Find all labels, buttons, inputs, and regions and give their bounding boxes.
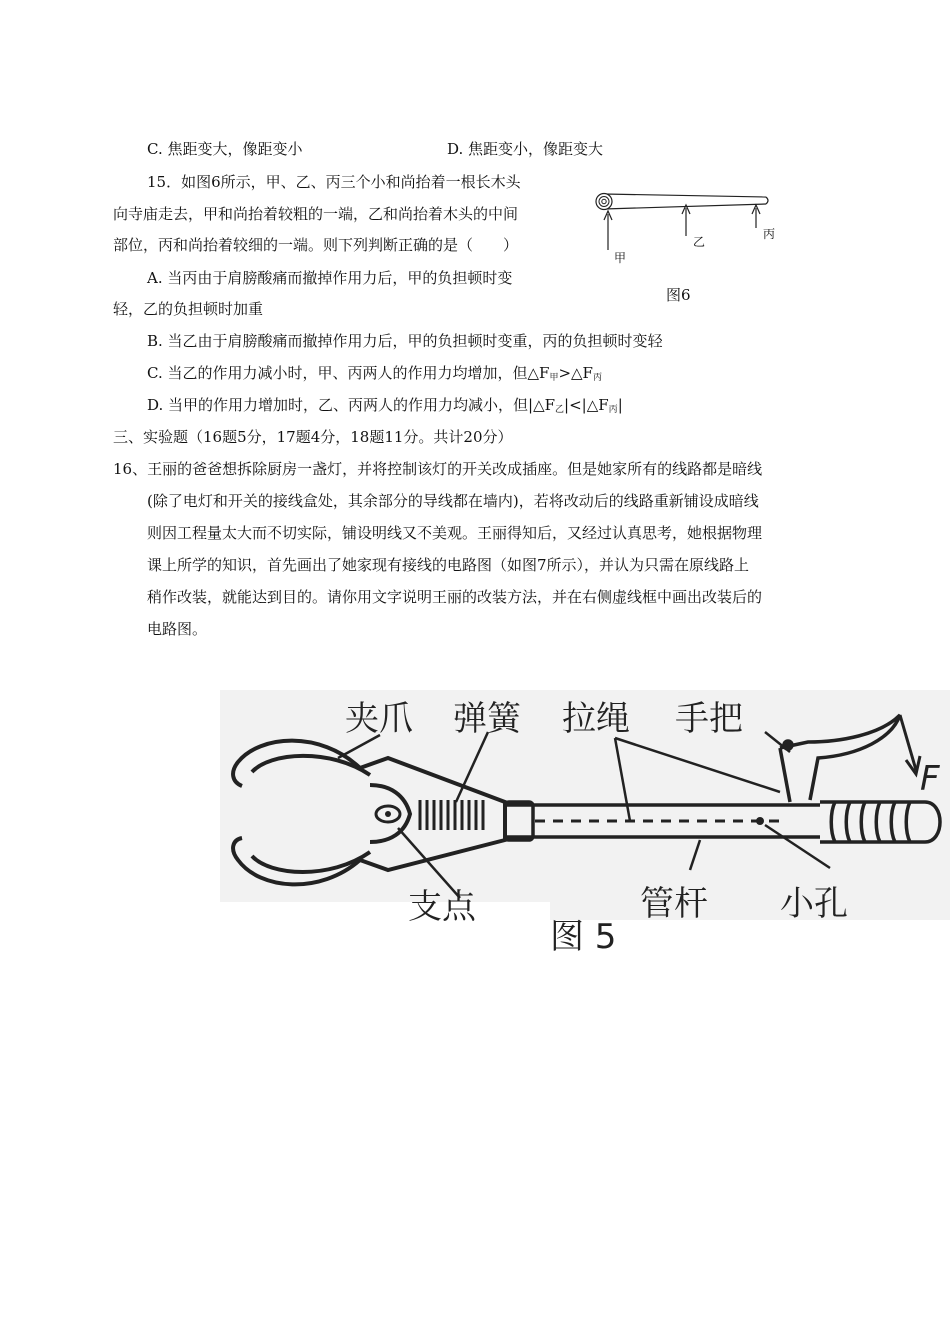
label-bing: 丙	[763, 227, 776, 241]
figure-5-grabber-diagram	[220, 690, 950, 952]
label-jiazhua: 夹爪	[345, 699, 413, 739]
label-zhidian: 支点	[408, 887, 476, 927]
small-hole	[756, 817, 764, 825]
q15-option-d	[147, 395, 623, 420]
q14-option-d: D. 焦距变小，像距变大	[447, 140, 604, 158]
figure-6-log-diagram	[586, 184, 786, 274]
log-end-rings	[596, 194, 612, 210]
q16-line1: 16、王丽的爸爸想拆除厨房一盏灯，并将控制该灯的开关改成插座。但是她家所有的线路都是暗线	[113, 460, 763, 478]
log-shape	[604, 194, 768, 209]
force-arrow-yi	[682, 205, 690, 236]
q15-option-c-sub-bing: 丙	[592, 373, 602, 383]
q15-option-a-line1: A. 当丙由于肩膀酸痛而撤掉作用力后，甲的负担顿时变	[147, 269, 513, 287]
q16-line3: 则因工程量太大而不切实际，铺设明线又不美观。王丽得知后，又经过认真思考，她根据物理	[147, 524, 763, 542]
q15-stem-line1: 15．如图6所示，甲、乙、丙三个小和尚抬着一根长木头	[147, 173, 521, 191]
q15-option-d-mid: |<|△F	[564, 396, 609, 414]
force-arrow-bing	[752, 205, 760, 228]
q15-stem-line2: 向寺庙走去，甲和尚抬着较粗的一端，乙和尚抬着木头的中间	[113, 205, 519, 223]
q16-line6: 电路图。	[147, 620, 208, 638]
q15-option-d-suffix: |	[617, 396, 623, 414]
q15-option-a-line2: 轻，乙的负担顿时加重	[113, 300, 264, 318]
figure-6-caption: 图6	[666, 286, 691, 304]
figure-5-caption: 图 5	[550, 917, 617, 952]
label-guangan: 管杆	[640, 884, 708, 924]
q16-line4: 课上所学的知识，首先画出了她家现有接线的电路图（如图7所示），并认为只需在原线路上	[147, 556, 750, 574]
label-jia: 甲	[614, 251, 627, 265]
force-arrow-jia	[604, 211, 612, 250]
q15-option-d-sub-bing: 丙	[608, 405, 618, 415]
q15-option-b: B. 当乙由于肩膀酸痛而撤掉作用力后，甲的负担顿时变重，丙的负担顿时变轻	[147, 332, 663, 350]
q15-stem-line3: 部位，丙和尚抬着较细的一端。则下列判断正确的是（ ）	[113, 236, 519, 254]
q15-option-c-prefix: C. 当乙的作用力减小时，甲、丙两人的作用力均增加，但△F	[147, 364, 550, 382]
section3-heading: 三、实验题（16题5分，17题4分，18题11分。共计20分）	[113, 428, 513, 446]
q14-option-c: C. 焦距变大，像距变小	[147, 140, 303, 158]
label-tanhuang: 弹簧	[453, 699, 521, 739]
q15-option-d-sub-yi: 乙	[555, 405, 565, 415]
q15-option-c-sub-jia: 甲	[549, 373, 559, 383]
label-f: F	[920, 759, 940, 799]
label-shouba: 手把	[675, 699, 743, 739]
q15-option-c	[147, 363, 602, 388]
label-xiaokong: 小孔	[780, 884, 848, 924]
label-lasheng: 拉绳	[562, 699, 630, 739]
label-yi: 乙	[693, 235, 706, 249]
q15-option-c-mid: >△F	[558, 364, 593, 382]
q16-line2: (除了电灯和开关的接线盒处，其余部分的导线都在墙内)，若将改动后的线路重新铺设成暗线	[147, 492, 759, 510]
q15-option-d-prefix: D. 当甲的作用力增加时，乙、丙两人的作用力均减小，但|△F	[147, 396, 556, 414]
q16-line5: 稍作改装，就能达到目的。请你用文字说明王丽的改装方法，并在右侧虚线框中画出改装后的	[147, 588, 763, 606]
